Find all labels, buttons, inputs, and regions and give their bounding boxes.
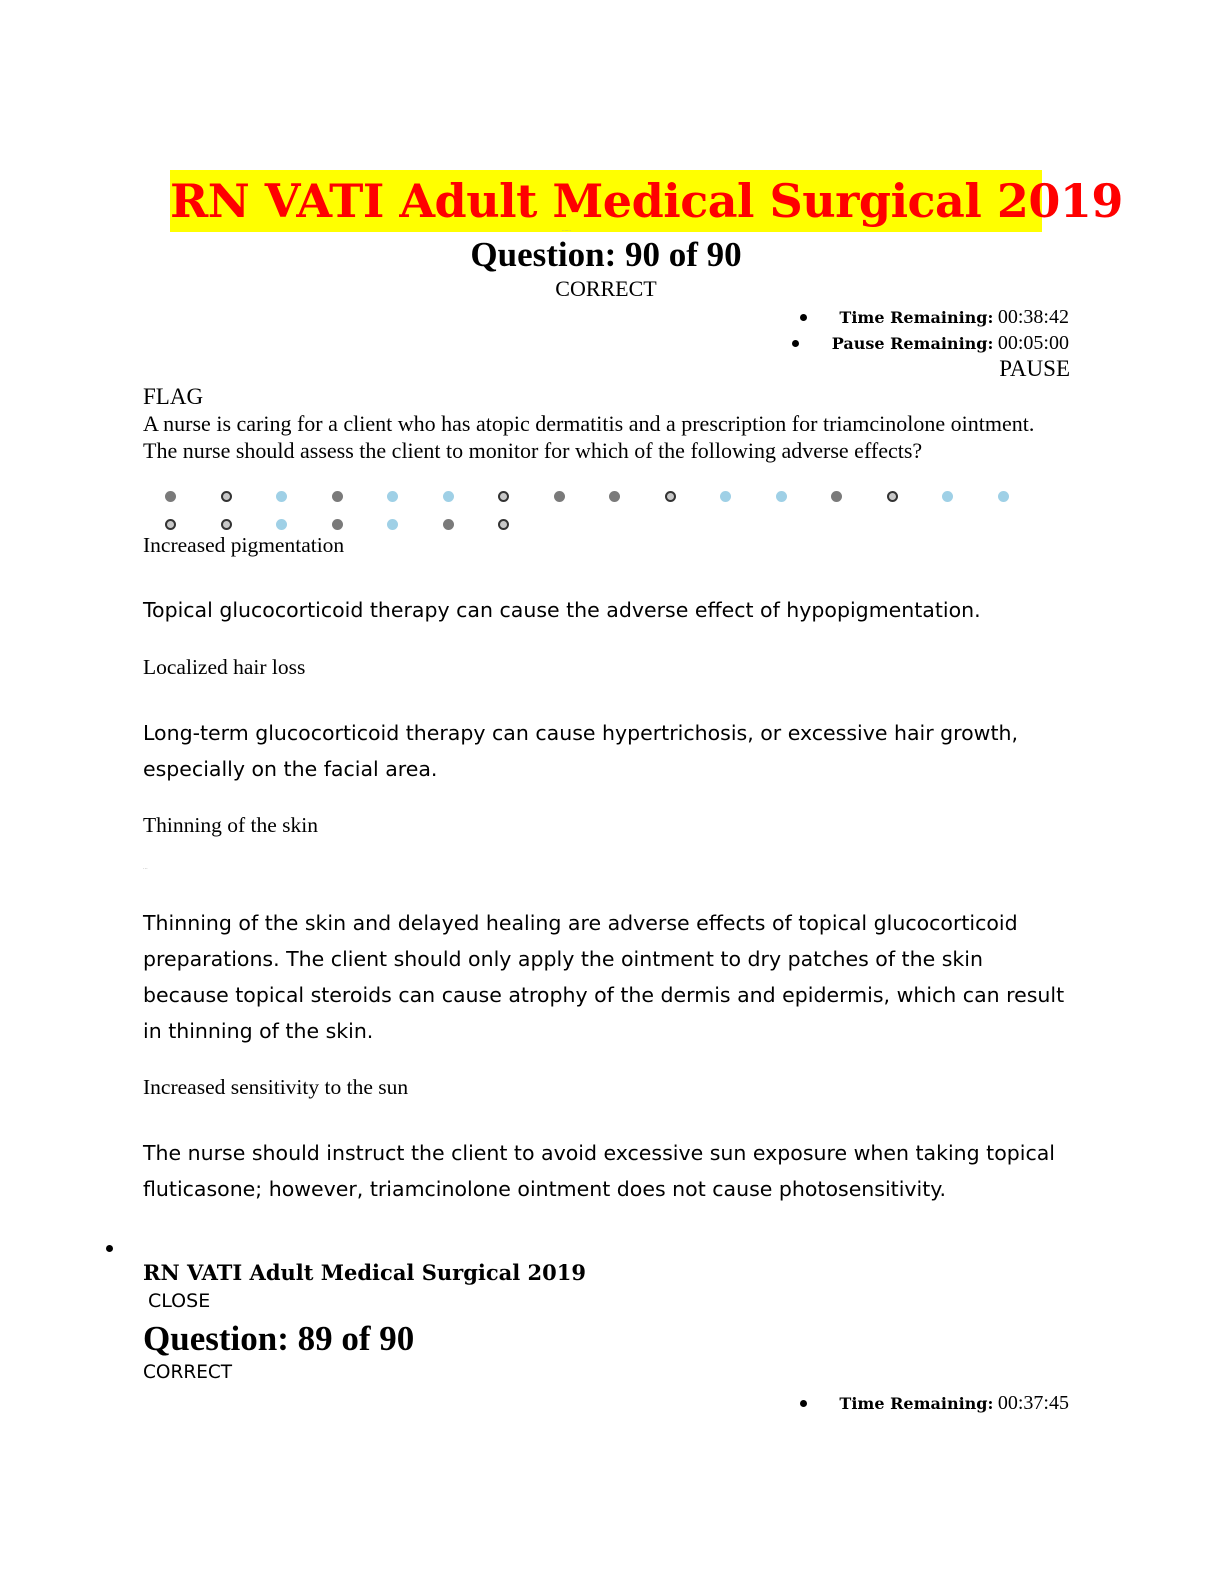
pause-remaining — [832, 331, 1069, 356]
question-nav-dot[interactable] — [498, 491, 509, 502]
question-nav-dot[interactable] — [665, 491, 676, 502]
question-nav-dot[interactable] — [776, 491, 787, 502]
pause-remaining-value: 00:05:00 — [997, 332, 1069, 354]
time-remaining — [839, 1391, 1069, 1416]
bullet-icon — [800, 1400, 807, 1407]
question-nav-dot[interactable] — [165, 519, 176, 530]
answer-rationale: The nurse should instruct the client to avoid excessive sun exposure when taking topical fluticasone; however, triamcinolone ointment does not cause photosensitivity. — [143, 1141, 1055, 1201]
time-remaining-value: 00:37:45 — [997, 1392, 1069, 1414]
answer-option[interactable]: Increased pigmentation — [143, 533, 345, 557]
time-remaining-value: 00:38:42 — [997, 306, 1069, 328]
answer-option[interactable]: Localized hair loss — [143, 655, 306, 679]
tiny-caption: ······· — [562, 228, 571, 233]
question-nav-dot[interactable] — [387, 519, 398, 530]
question-nav-dot[interactable] — [221, 519, 232, 530]
question-nav-dot[interactable] — [332, 519, 343, 530]
question-nav-dot[interactable] — [720, 491, 731, 502]
question-nav-dot[interactable] — [332, 491, 343, 502]
pause-button[interactable]: PAUSE — [999, 356, 1070, 381]
answer-option[interactable]: Increased sensitivity to the sun — [143, 1075, 409, 1099]
answer-rationale: Long-term glucocorticoid therapy can cause hypertrichosis, or excessive hair growth, especially on the facial area. — [143, 721, 1018, 781]
question-nav-dot[interactable] — [443, 519, 454, 530]
question-nav-dot[interactable] — [942, 491, 953, 502]
close-button[interactable]: CLOSE — [148, 1290, 211, 1312]
pause-remaining-label: Pause Remaining: — [831, 334, 994, 353]
question-number-title: Question: 89 of 90 — [143, 1319, 415, 1358]
question-nav-dot[interactable] — [554, 491, 565, 502]
time-remaining-label: Time Remaining: — [839, 1394, 994, 1413]
question-nav-dot[interactable] — [165, 491, 176, 502]
document-title: RN VATI Adult Medical Surgical 2019 — [170, 170, 1042, 232]
bullet-icon — [792, 340, 799, 347]
answer-rationale: Thinning of the skin and delayed healing are adverse effects of topical glucocorticoid preparations. The client should only apply the ointment to dry patches of the skin because topical steroids can cause atrophy of the dermis and epidermis, which can result in thinning of the skin. — [143, 911, 1065, 1043]
section-title: RN VATI Adult Medical Surgical 2019 — [143, 1260, 586, 1285]
question-status: CORRECT — [143, 1362, 233, 1383]
question-nav-dot[interactable] — [276, 491, 287, 502]
answer-option[interactable]: Thinning of the skin — [143, 813, 318, 837]
question-nav-dot[interactable] — [609, 491, 620, 502]
question-nav-dot[interactable] — [276, 519, 287, 530]
question-nav-dot[interactable] — [387, 491, 398, 502]
question-nav-dot[interactable] — [498, 519, 509, 530]
question-status: CORRECT — [555, 276, 657, 301]
question-nav-dot[interactable] — [831, 491, 842, 502]
question-nav-dot[interactable] — [998, 491, 1009, 502]
question-nav-dot[interactable] — [221, 491, 232, 502]
question-text: A nurse is caring for a client who has atopic dermatitis and a prescription for triamcinolone ointment. The nurse should assess the client to monitor for which of the following adverse effects? — [143, 411, 1035, 463]
question-number-title: Question: 90 of 90 — [470, 235, 742, 274]
question-nav-dot[interactable] — [443, 491, 454, 502]
time-remaining — [839, 305, 1069, 330]
flag-button[interactable]: FLAG — [143, 384, 204, 409]
time-remaining-label: Time Remaining: — [839, 308, 994, 327]
bullet-icon — [106, 1245, 113, 1252]
bullet-icon — [800, 314, 807, 321]
answer-rationale: Topical glucocorticoid therapy can cause the adverse effect of hypopigmentation. — [143, 598, 981, 622]
tiny-caption: ··· — [143, 866, 148, 872]
question-nav-dot[interactable] — [887, 491, 898, 502]
